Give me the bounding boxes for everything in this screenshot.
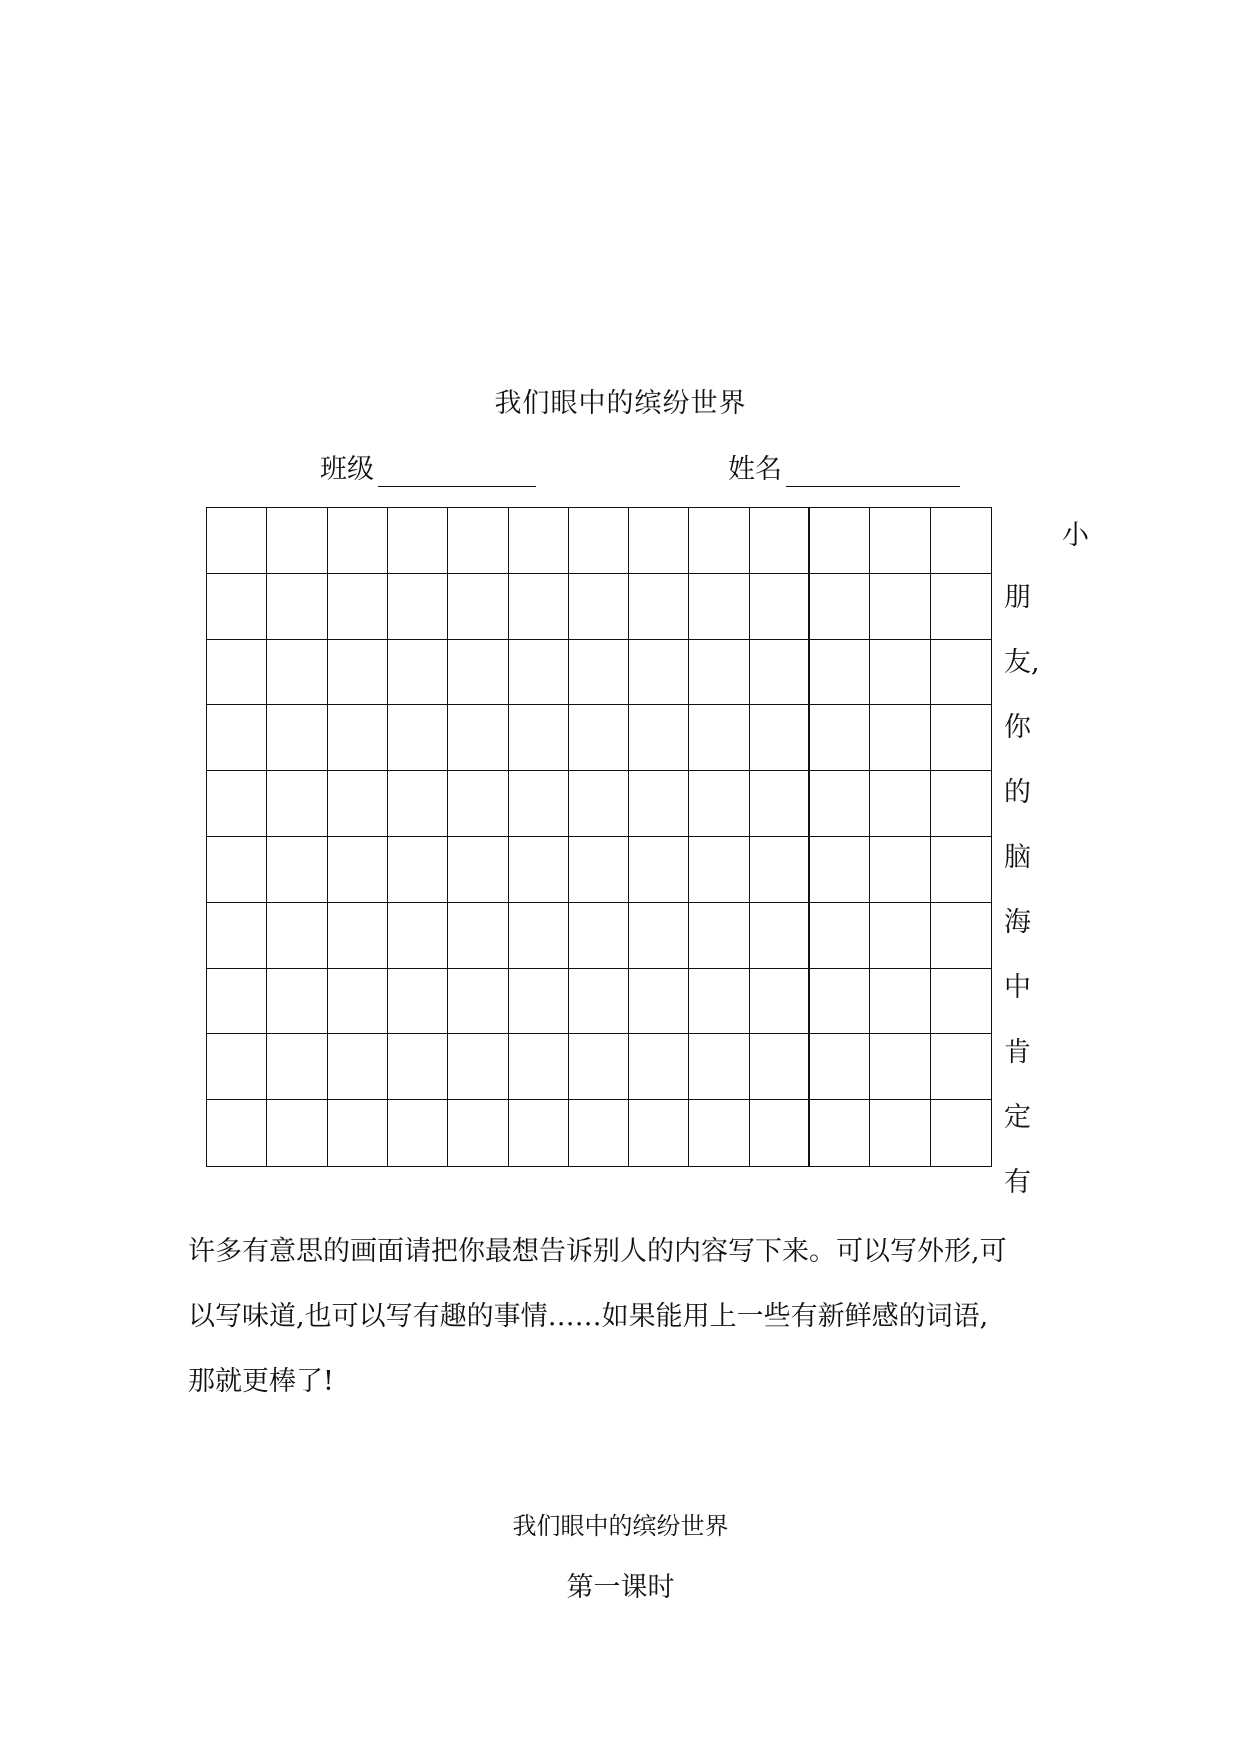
grid-cell[interactable] <box>569 969 629 1035</box>
grid-cell[interactable] <box>207 969 267 1035</box>
grid-cell[interactable] <box>328 705 388 771</box>
vertical-char: 肯 <box>1004 1037 1031 1068</box>
grid-cell[interactable] <box>267 640 327 706</box>
grid-cell[interactable] <box>448 1100 508 1166</box>
grid-cell[interactable] <box>931 1034 991 1100</box>
grid-cell[interactable] <box>448 969 508 1035</box>
grid-cell[interactable] <box>267 574 327 640</box>
grid-cell[interactable] <box>750 969 810 1035</box>
grid-cell[interactable] <box>569 903 629 969</box>
grid-cell[interactable] <box>750 705 810 771</box>
grid-cell[interactable] <box>509 1034 569 1100</box>
grid-cell[interactable] <box>689 969 749 1035</box>
grid-cell[interactable] <box>810 1100 870 1166</box>
grid-cell[interactable] <box>207 640 267 706</box>
grid-cell[interactable] <box>207 508 267 574</box>
grid-cell[interactable] <box>328 771 388 837</box>
grid-cell[interactable] <box>267 903 327 969</box>
grid-cell[interactable] <box>328 903 388 969</box>
grid-cell[interactable] <box>750 508 810 574</box>
grid-cell[interactable] <box>207 903 267 969</box>
grid-cell[interactable] <box>689 1034 749 1100</box>
grid-cell[interactable] <box>931 837 991 903</box>
grid-cell[interactable] <box>388 1034 448 1100</box>
grid-cell[interactable] <box>328 640 388 706</box>
grid-cell[interactable] <box>448 1034 508 1100</box>
grid-cell[interactable] <box>629 969 689 1035</box>
grid-cell[interactable] <box>267 969 327 1035</box>
footer-title: 我们眼中的缤纷世界 <box>512 1512 729 1540</box>
grid-cell[interactable] <box>870 837 930 903</box>
grid-cell[interactable] <box>810 705 870 771</box>
grid-cell[interactable] <box>810 640 870 706</box>
grid-cell[interactable] <box>388 903 448 969</box>
grid-cell[interactable] <box>629 771 689 837</box>
grid-cell[interactable] <box>207 574 267 640</box>
grid-cell[interactable] <box>448 903 508 969</box>
grid-cell[interactable] <box>509 640 569 706</box>
grid-cell[interactable] <box>388 508 448 574</box>
grid-cell[interactable] <box>509 903 569 969</box>
grid-cell[interactable] <box>870 1034 930 1100</box>
grid-cell[interactable] <box>569 837 629 903</box>
grid-cell[interactable] <box>870 508 930 574</box>
vertical-char: 朋 <box>1004 582 1031 613</box>
grid-cell[interactable] <box>870 903 930 969</box>
grid-cell[interactable] <box>931 508 991 574</box>
grid-cell[interactable] <box>448 640 508 706</box>
grid-cell[interactable] <box>448 837 508 903</box>
vertical-char: 脑 <box>1004 842 1031 873</box>
grid-cell[interactable] <box>267 771 327 837</box>
grid-cell[interactable] <box>750 837 810 903</box>
writing-grid[interactable] <box>206 507 992 1167</box>
grid-cell[interactable] <box>750 640 810 706</box>
grid-cell[interactable] <box>388 1100 448 1166</box>
grid-cell[interactable] <box>689 640 749 706</box>
lesson-subtitle: 第一课时 <box>566 1572 675 1603</box>
grid-cell[interactable] <box>388 771 448 837</box>
grid-cell[interactable] <box>810 771 870 837</box>
grid-cell[interactable] <box>267 1034 327 1100</box>
grid-cell[interactable] <box>448 705 508 771</box>
grid-cell[interactable] <box>629 705 689 771</box>
grid-cell[interactable] <box>689 705 749 771</box>
grid-cell[interactable] <box>328 508 388 574</box>
class-blank-line[interactable] <box>378 486 536 487</box>
grid-cell[interactable] <box>267 1100 327 1166</box>
grid-cell[interactable] <box>931 640 991 706</box>
grid-cell[interactable] <box>870 574 930 640</box>
grid-cell[interactable] <box>931 771 991 837</box>
grid-cell[interactable] <box>870 705 930 771</box>
instruction-line-3: 那就更棒了! <box>188 1366 334 1397</box>
grid-cell[interactable] <box>689 1100 749 1166</box>
grid-cell[interactable] <box>509 508 569 574</box>
grid-cell[interactable] <box>448 771 508 837</box>
vertical-char: 的 <box>1004 777 1031 808</box>
vertical-char: 友, <box>1004 647 1040 678</box>
grid-cell[interactable] <box>931 705 991 771</box>
vertical-char: 海 <box>1004 907 1031 938</box>
grid-cell[interactable] <box>870 1100 930 1166</box>
grid-cell[interactable] <box>931 903 991 969</box>
grid-cell[interactable] <box>629 1034 689 1100</box>
grid-cell[interactable] <box>629 640 689 706</box>
grid-cell[interactable] <box>810 508 870 574</box>
grid-cell[interactable] <box>569 574 629 640</box>
name-label: 姓名 <box>728 454 782 485</box>
grid-cell[interactable] <box>629 574 689 640</box>
vertical-char: 小 <box>1062 520 1089 551</box>
vertical-char: 有 <box>1004 1167 1031 1198</box>
grid-cell[interactable] <box>509 705 569 771</box>
grid-cell[interactable] <box>629 903 689 969</box>
grid-cell[interactable] <box>267 508 327 574</box>
grid-cell[interactable] <box>870 640 930 706</box>
instruction-line-1: 许多有意思的画面请把你最想告诉别人的内容写下来。可以写外形,可 <box>188 1236 1007 1267</box>
grid-cell[interactable] <box>569 1034 629 1100</box>
grid-cell[interactable] <box>750 1034 810 1100</box>
grid-cell[interactable] <box>810 574 870 640</box>
grid-cell[interactable] <box>207 1100 267 1166</box>
grid-cell[interactable] <box>388 705 448 771</box>
class-label: 班级 <box>320 454 374 485</box>
grid-cell[interactable] <box>689 771 749 837</box>
grid-cell[interactable] <box>750 574 810 640</box>
grid-cell[interactable] <box>810 837 870 903</box>
grid-cell[interactable] <box>689 837 749 903</box>
grid-cell[interactable] <box>388 574 448 640</box>
grid-cell[interactable] <box>509 771 569 837</box>
grid-cell[interactable] <box>328 574 388 640</box>
grid-cell[interactable] <box>388 969 448 1035</box>
grid-cell[interactable] <box>629 1100 689 1166</box>
grid-cell[interactable] <box>629 508 689 574</box>
grid-cell[interactable] <box>267 705 327 771</box>
grid-cell[interactable] <box>328 1100 388 1166</box>
grid-cell[interactable] <box>207 705 267 771</box>
grid-cell[interactable] <box>328 969 388 1035</box>
grid-cell[interactable] <box>509 1100 569 1166</box>
grid-cell[interactable] <box>388 837 448 903</box>
grid-cell[interactable] <box>509 574 569 640</box>
grid-cell[interactable] <box>931 969 991 1035</box>
grid-cell[interactable] <box>509 837 569 903</box>
grid-cell[interactable] <box>689 574 749 640</box>
grid-cell[interactable] <box>328 837 388 903</box>
grid-cell[interactable] <box>750 771 810 837</box>
grid-cell[interactable] <box>569 640 629 706</box>
grid-cell[interactable] <box>267 837 327 903</box>
grid-cell[interactable] <box>448 508 508 574</box>
vertical-char: 定 <box>1004 1102 1031 1133</box>
grid-cell[interactable] <box>750 1100 810 1166</box>
grid-cell[interactable] <box>931 574 991 640</box>
name-blank-line[interactable] <box>786 486 960 487</box>
grid-cell[interactable] <box>569 1100 629 1166</box>
grid-cell[interactable] <box>388 640 448 706</box>
grid-cell[interactable] <box>509 969 569 1035</box>
grid-cell[interactable] <box>689 508 749 574</box>
worksheet-title: 我们眼中的缤纷世界 <box>494 388 747 419</box>
grid-cell[interactable] <box>810 1034 870 1100</box>
grid-cell[interactable] <box>750 903 810 969</box>
grid-cell[interactable] <box>207 771 267 837</box>
grid-cell[interactable] <box>448 574 508 640</box>
grid-cell[interactable] <box>328 1034 388 1100</box>
grid-cell[interactable] <box>207 1034 267 1100</box>
grid-cell[interactable] <box>629 837 689 903</box>
grid-cell[interactable] <box>569 705 629 771</box>
instruction-line-2: 以写味道,也可以写有趣的事情……如果能用上一些有新鲜感的词语, <box>188 1301 989 1332</box>
vertical-char: 你 <box>1004 712 1031 743</box>
grid-cell[interactable] <box>810 903 870 969</box>
grid-cell[interactable] <box>207 837 267 903</box>
grid-cell[interactable] <box>810 969 870 1035</box>
grid-cell[interactable] <box>569 771 629 837</box>
vertical-char: 中 <box>1004 972 1031 1003</box>
grid-cell[interactable] <box>870 969 930 1035</box>
grid-cell[interactable] <box>569 508 629 574</box>
grid-cell[interactable] <box>870 771 930 837</box>
grid-cell[interactable] <box>931 1100 991 1166</box>
grid-cell[interactable] <box>689 903 749 969</box>
